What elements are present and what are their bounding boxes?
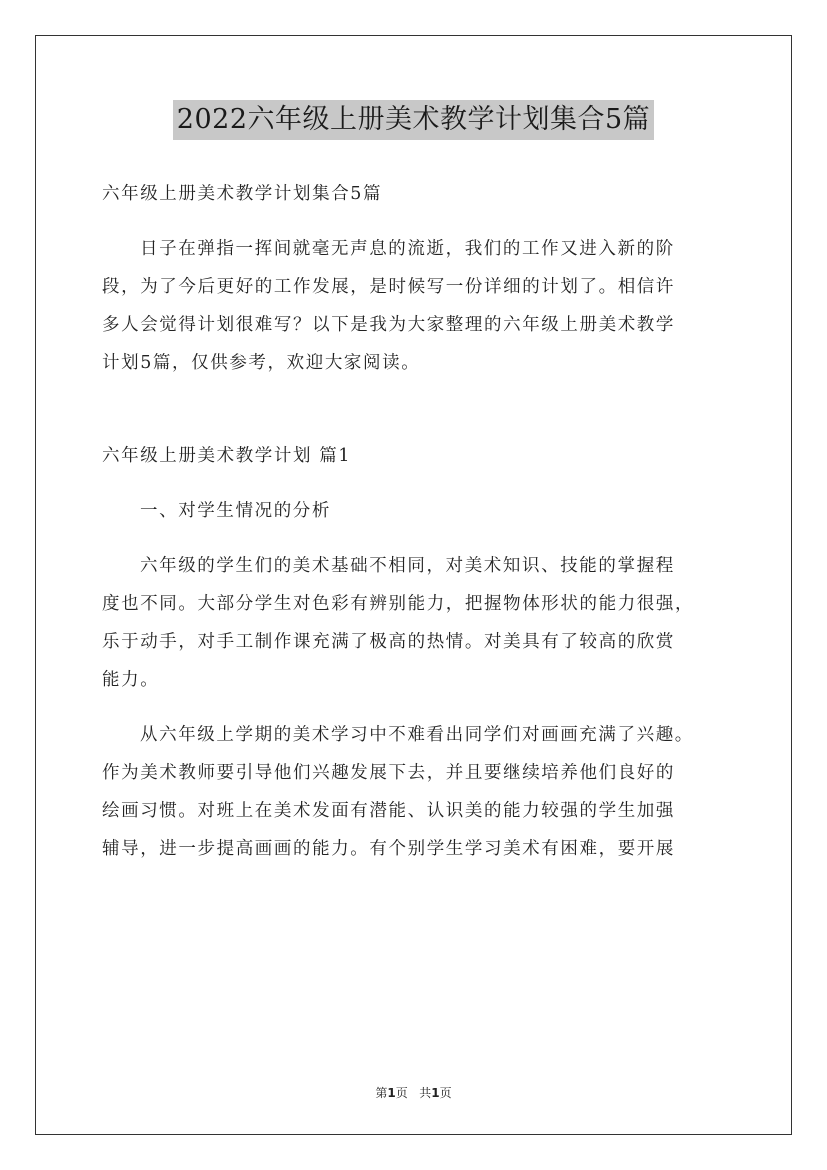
page-prefix: 第 bbox=[375, 1086, 388, 1100]
intro-line: 计划5篇，仅供参考，欢迎大家阅读。 bbox=[102, 353, 421, 373]
paragraph-line: 六年级的学生们的美术基础不相同，对美术知识、技能的掌握程 bbox=[140, 556, 675, 576]
document-subtitle: 六年级上册美术教学计划集合5篇 bbox=[102, 184, 383, 204]
paragraph-line: 辅导，进一步提高画画的能力。有个别学生学习美术有困难，要开展 bbox=[102, 839, 675, 859]
section-title: 六年级上册美术教学计划 篇1 bbox=[102, 446, 352, 466]
section-heading: 一、对学生情况的分析 bbox=[140, 501, 331, 521]
intro-line: 日子在弹指一挥间就毫无声息的流逝，我们的工作又进入新的阶 bbox=[140, 239, 675, 259]
intro-line: 段，为了今后更好的工作发展，是时候写一份详细的计划了。相信许 bbox=[102, 277, 675, 297]
page-footer bbox=[0, 1084, 827, 1101]
page-number: 1 bbox=[387, 1086, 396, 1100]
paragraph-line: 乐于动手，对手工制作课充满了极高的热情。对美具有了较高的欣赏 bbox=[102, 632, 675, 652]
paragraph-line: 能力。 bbox=[102, 670, 160, 690]
page-unit: 页 bbox=[395, 1086, 408, 1100]
paragraph-line: 度也不同。大部分学生对色彩有辨别能力，把握物体形状的能力很强， bbox=[102, 594, 695, 614]
document-body bbox=[102, 175, 742, 868]
title-container bbox=[0, 100, 827, 140]
paragraph-line: 作为美术教师要引导他们兴趣发展下去，并且要继续培养他们良好的 bbox=[102, 763, 675, 783]
document-title: 2022六年级上册美术教学计划集合5篇 bbox=[173, 100, 654, 140]
total-unit: 页 bbox=[439, 1086, 452, 1100]
intro-line: 多人会觉得计划很难写？以下是我为大家整理的六年级上册美术教学 bbox=[102, 315, 675, 335]
total-number: 1 bbox=[431, 1086, 440, 1100]
total-prefix: 共 bbox=[419, 1086, 432, 1100]
paragraph-line: 绘画习惯。对班上在美术发面有潜能、认识美的能力较强的学生加强 bbox=[102, 801, 675, 821]
paragraph-line: 从六年级上学期的美术学习中不难看出同学们对画画充满了兴趣。 bbox=[140, 725, 694, 745]
